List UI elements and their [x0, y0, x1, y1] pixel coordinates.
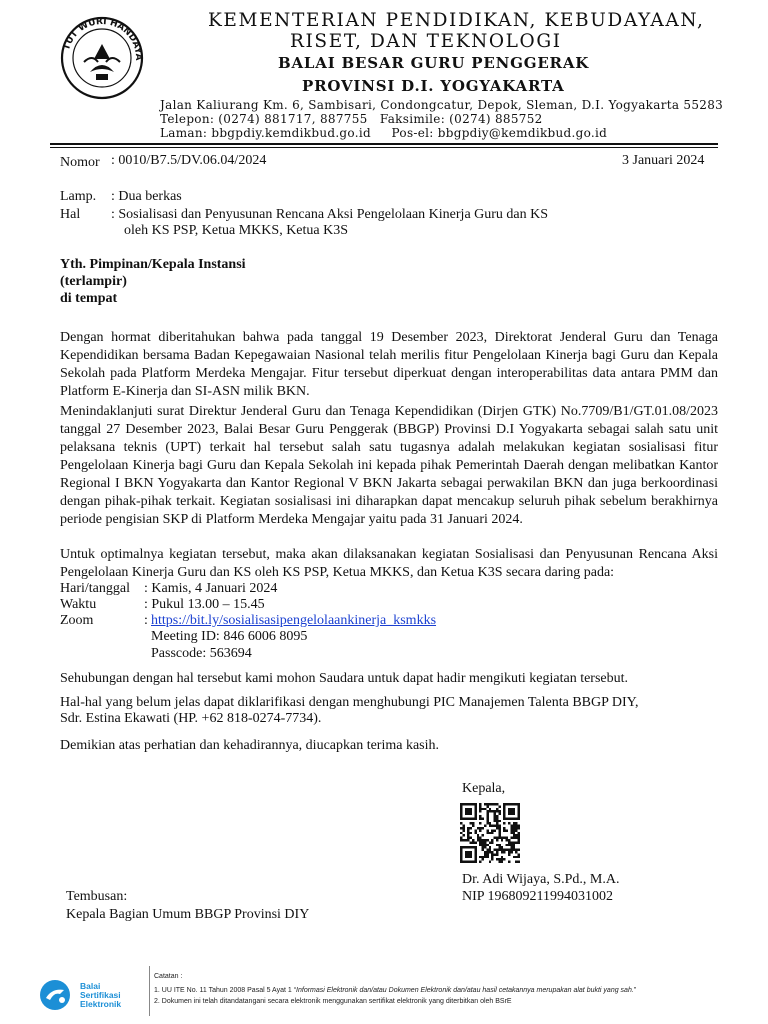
paragraph-5-line1: Hal-hal yang belum jelas dapat diklarifikasi dengan menghubungi PIC Manajemen Talenta BBGP DIY, [60, 695, 639, 710]
ministry-name-line1: KEMENTERIAN PENDIDIKAN, KEBUDAYAAN, [208, 10, 705, 31]
paragraph-1: Dengan hormat diberitahukan bahwa pada tanggal 19 Desember 2023, Direktorat Jenderal Guru dan Tenaga Kependidikan bersama Badan Kepegawaian Nasional telah merilis fitur Pengelolaan Kinerja bagi Guru dan Kepala Sekolah pada Platform Merdeka Mengajar. Fitur tersebut diperkuat dengan interoperabilitas data antara PMM dan Platform E-Kinerja dan SI-ASN milik BKN. [60, 330, 718, 399]
signature-qr-code [460, 803, 520, 863]
passcode: Passcode: 563694 [151, 646, 252, 661]
nomor-value: : 0010/B7.5/DV.06.04/2024 [111, 153, 267, 168]
signer-name: Dr. Adi Wijaya, S.Pd., M.A. [462, 872, 620, 887]
svg-text:TUT WURI HANDAYANI [50, 14, 143, 61]
bsre-line2: Sertifikasi [80, 990, 121, 1000]
nomor-label: Nomor [60, 155, 100, 170]
schedule-day-label: Hari/tanggal [60, 581, 130, 596]
cc-label: Tembusan: [66, 889, 128, 904]
recipient-line1: Yth. Pimpinan/Kepala Instansi [60, 257, 246, 272]
ministry-name-line2: RISET, DAN TEKNOLOGI [290, 31, 562, 52]
meeting-id: Meeting ID: 846 6006 8095 [151, 629, 308, 644]
letterhead-rule-thin [50, 147, 718, 148]
hal-value-line2: oleh KS PSP, Ketua MKKS, Ketua K3S [124, 223, 349, 238]
signature-title: Kepala, [462, 781, 506, 796]
cc-item: Kepala Bagian Umum BBGP Provinsi DIY [66, 907, 310, 922]
unit-name: BALAI BESAR GURU PENGGERAK [278, 54, 590, 72]
hal-value-line1: : Sosialisasi dan Penyusunan Rencana Aksi Pengelolaan Kinerja Guru dan KS [111, 207, 549, 222]
lamp-value: : Dua berkas [111, 189, 182, 204]
schedule-time-label: Waktu [60, 597, 97, 612]
logo-motto: TUT WURI HANDAYA [62, 16, 144, 61]
schedule-time-value: : Pukul 13.00 – 15.45 [144, 597, 265, 612]
address-line: Jalan Kaliurang Km. 6, Sambisari, Condongcatur, Depok, Sleman, D.I. Yogyakarta 55283 [160, 98, 724, 112]
footer-divider [149, 966, 150, 1016]
paragraph-2: Menindaklanjuti surat Direktur Jenderal Guru dan Tenaga Kependidikan (Dirjen GTK) No.7709/B1/GT.01.08/2023 tanggal 27 Desember 2023, Balai Besar Guru Penggerak (BBGP) Provinsi D.I Yogyakarta sebagai salah satu unit pelaksana teknis (UPT) terkait hal tersebut salah satu tugasnya adalah melakukan kegiatan sosialisasi fitur Pengelolaan Kinerja bagi Guru dan Kepala Sekolah ini kepada pihak Pemerintah Daerah dengan melibatkan Kantor Regional I BKN Yogyakarta dan Kantor Regional V BKN Jakarta sebagai perwakilan BKN dan juga berkoordinasi dengan pihak-pihak terkait. Kegiatan sosialisasi ini diharapkan dapat mencakup seluruh pihak sebelum berakhirnya periode pengisian SKP di Platform Merdeka Mengajar yaitu pada 31 Januari 2024. [60, 404, 718, 527]
web-email-line: Laman: bbgpdiy.kemdikbud.go.id Pos-el: bbgpdiy@kemdikbud.go.id [160, 126, 608, 140]
schedule-zoom-colon: : [144, 613, 148, 628]
bsre-logo-icon [38, 978, 72, 1012]
recipient-line3: di tempat [60, 291, 118, 306]
phone-line: Telepon: (0274) 881717, 887755 Faksimile: (0274) 885752 [160, 112, 543, 126]
paragraph-6: Demikian atas perhatian dan kehadirannya, diucapkan terima kasih. [60, 738, 440, 753]
signer-nip: NIP 196809211994031002 [462, 889, 614, 904]
ministry-logo [50, 14, 154, 102]
bsre-line1: Balai [80, 981, 101, 991]
footer-note-1: 1. UU ITE No. 11 Tahun 2008 Pasal 5 Ayat 1 “Informasi Elektronik dan/atau Dokumen Elektronik dan/atau hasil cetakannya merupakan alat bukti yang sah.” [154, 987, 637, 994]
hal-label: Hal [60, 207, 81, 222]
schedule-zoom-label: Zoom [60, 613, 94, 628]
footer-note-title: Catatan : [154, 973, 183, 980]
letterhead-rule [50, 143, 718, 145]
paragraph-4: Sehubungan dengan hal tersebut kami mohon Saudara untuk dapat hadir mengikuti kegiatan tersebut. [60, 671, 629, 686]
province-name: PROVINSI D.I. YOGYAKARTA [302, 77, 565, 95]
footer-note-2: 2. Dokumen ini telah ditandatangani secara elektronik menggunakan sertifikat elektronik yang diterbitkan oleh BSrE [154, 998, 512, 1005]
bsre-line3: Elektronik [80, 999, 122, 1009]
schedule-day-value: : Kamis, 4 Januari 2024 [144, 581, 278, 596]
zoom-link[interactable]: https://bit.ly/sosialisasipengelolaankinerja_ksmkks [151, 613, 437, 628]
letter-date: 3 Januari 2024 [622, 153, 705, 168]
lamp-label: Lamp. [60, 189, 97, 204]
recipient-line2: (terlampir) [60, 274, 127, 289]
paragraph-5-line2: Sdr. Estina Ekawati (HP. +62 818-0274-7734). [60, 711, 322, 726]
paragraph-3: Untuk optimalnya kegiatan tersebut, maka akan dilaksanakan kegiatan Sosialisasi dan Penyusunan Rencana Aksi Pengelolaan Kinerja Guru dan KS oleh KS PSP, Ketua MKKS, dan Ketua K3S secara daring pada: [60, 547, 718, 580]
bsre-logo-text [80, 982, 121, 1009]
